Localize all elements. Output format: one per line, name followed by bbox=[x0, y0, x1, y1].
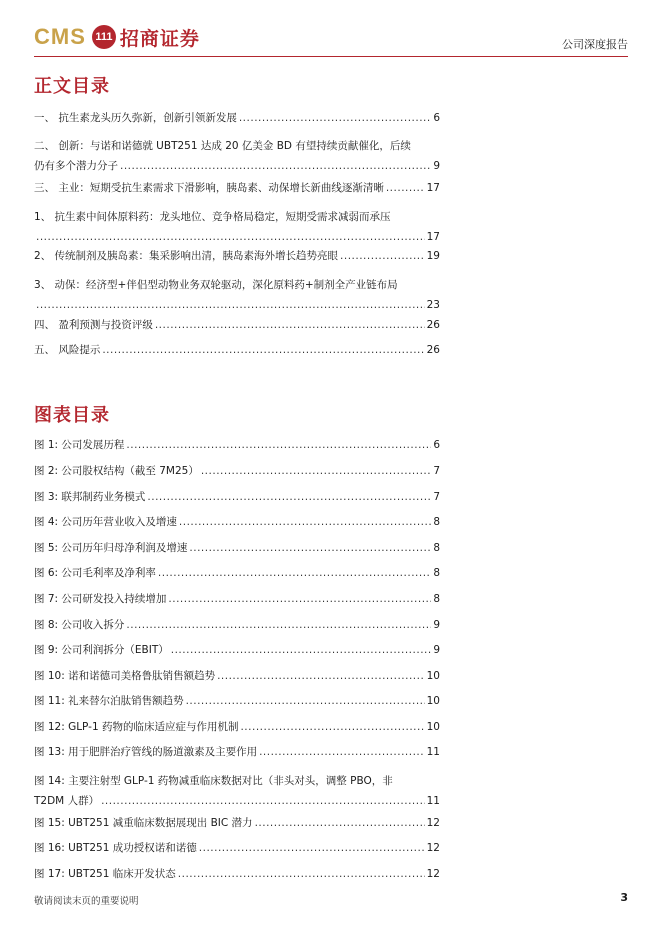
entry-title-line1: 二、 创新：与诺和诺德就 UBT251 达成 20 亿美金 BD 有望持续贡献催化，后续 bbox=[34, 140, 411, 152]
company-logo bbox=[34, 22, 200, 52]
entry-page-number: 10 bbox=[426, 721, 440, 733]
figure-entry[interactable] bbox=[34, 438, 440, 452]
entry-page-number: 17 bbox=[426, 182, 440, 194]
figure-entry[interactable] bbox=[34, 841, 440, 855]
entry-page-number: 11 bbox=[426, 746, 440, 758]
entry-title: 图 1: 公司发展历程 bbox=[34, 439, 125, 451]
toc-entry[interactable] bbox=[34, 318, 440, 332]
entry-title: 图 12: GLP-1 药物的临床适应症与作用机制 bbox=[34, 721, 239, 733]
entry-page-number: 12 bbox=[426, 868, 440, 880]
toc-entry[interactable] bbox=[34, 111, 440, 125]
report-type: 公司深度报告 bbox=[562, 38, 628, 51]
toc-entry[interactable] bbox=[34, 275, 440, 315]
dot-leader bbox=[189, 541, 431, 555]
entry-page-number: 23 bbox=[426, 299, 440, 311]
logo-chinese-text: 招商证券 bbox=[119, 27, 200, 50]
entry-title: 2、 传统制剂及胰岛素：集采影响出清，胰岛素海外增长趋势亮眼 bbox=[34, 250, 339, 262]
entry-title: 五、 风险提示 bbox=[34, 344, 101, 356]
dot-leader bbox=[126, 438, 431, 452]
figure-entry[interactable] bbox=[34, 490, 440, 504]
dot-leader bbox=[259, 745, 425, 759]
dot-leader bbox=[36, 227, 425, 247]
dot-leader bbox=[186, 694, 425, 708]
entry-page-number: 7 bbox=[433, 491, 440, 503]
entry-title: 图 17: UBT251 临床开发状态 bbox=[34, 868, 176, 880]
figure-entry[interactable] bbox=[34, 618, 440, 632]
entry-page-number: 9 bbox=[433, 644, 440, 656]
entry-title: 一、 抗生素龙头历久弥新，创新引领新发展 bbox=[34, 112, 237, 124]
dot-leader bbox=[126, 618, 431, 632]
toc-entry[interactable] bbox=[34, 136, 440, 176]
entry-page-number: 10 bbox=[426, 695, 440, 707]
figure-entry[interactable] bbox=[34, 771, 440, 811]
entry-title: 图 5: 公司历年归母净利润及增速 bbox=[34, 542, 188, 554]
entry-page-number: 8 bbox=[433, 593, 440, 605]
figure-entry[interactable] bbox=[34, 541, 440, 555]
entry-page-number: 11 bbox=[426, 795, 440, 807]
dot-leader bbox=[168, 592, 431, 606]
figure-entry[interactable] bbox=[34, 592, 440, 606]
toc-title: 正文目录 bbox=[34, 76, 110, 97]
entry-title: 三、 主业：短期受抗生素需求下滑影响，胰岛素、动保增长新曲线逐渐清晰 bbox=[34, 182, 384, 194]
entry-page-number: 6 bbox=[433, 439, 440, 451]
dot-leader bbox=[340, 249, 425, 263]
toc-entry[interactable] bbox=[34, 249, 440, 263]
entry-title: 图 15: UBT251 减重临床数据展现出 BIC 潜力 bbox=[34, 817, 253, 829]
entry-title: 图 9: 公司利润拆分（EBIT） bbox=[34, 644, 169, 656]
figure-entry[interactable] bbox=[34, 720, 440, 734]
page-header bbox=[34, 22, 628, 56]
dot-leader bbox=[120, 156, 431, 176]
toc-entry[interactable] bbox=[34, 207, 440, 247]
entry-title: 图 8: 公司收入拆分 bbox=[34, 619, 125, 631]
entry-title: 图 3: 联邦制药业务模式 bbox=[34, 491, 146, 503]
figure-entry[interactable] bbox=[34, 566, 440, 580]
dot-leader bbox=[171, 643, 432, 657]
dot-leader bbox=[158, 566, 431, 580]
figure-entry[interactable] bbox=[34, 464, 440, 478]
dot-leader bbox=[147, 490, 431, 504]
dot-leader bbox=[178, 867, 425, 881]
dot-leader bbox=[199, 841, 425, 855]
dot-leader bbox=[201, 464, 431, 478]
entry-page-number: 7 bbox=[433, 465, 440, 477]
dot-leader bbox=[102, 343, 424, 357]
entry-title: 图 6: 公司毛利率及净利率 bbox=[34, 567, 156, 579]
entry-page-number: 17 bbox=[426, 231, 440, 243]
dot-leader bbox=[36, 295, 425, 315]
entry-page-number: 6 bbox=[433, 112, 440, 124]
dot-leader bbox=[386, 181, 425, 195]
dot-leader bbox=[155, 318, 425, 332]
figure-entry[interactable] bbox=[34, 816, 440, 830]
figure-entry[interactable] bbox=[34, 867, 440, 881]
entry-title-line1: 1、 抗生素中间体原料药：龙头地位、竞争格局稳定，短期受需求减弱而承压 bbox=[34, 211, 391, 223]
toc-entry[interactable] bbox=[34, 343, 440, 357]
entry-page-number: 19 bbox=[426, 250, 440, 262]
entry-title: 图 7: 公司研发投入持续增加 bbox=[34, 593, 167, 605]
entry-page-number: 8 bbox=[433, 542, 440, 554]
entry-page-number: 12 bbox=[426, 817, 440, 829]
dot-leader bbox=[255, 816, 425, 830]
dot-leader bbox=[217, 669, 425, 683]
entry-title-line1: 3、 动保：经济型+伴侣型动物业务双轮驱动，深化原料药+制剂全产业链布局 bbox=[34, 279, 398, 291]
toc-entry[interactable] bbox=[34, 181, 440, 195]
figures-title: 图表目录 bbox=[34, 405, 110, 426]
logo-cms-text: CMS bbox=[34, 24, 86, 49]
entry-page-number: 9 bbox=[433, 160, 440, 172]
entry-title: 图 2: 公司股权结构（截至 7M25） bbox=[34, 465, 199, 477]
logo-badge-icon: 111 bbox=[92, 25, 116, 49]
entry-title: 图 11: 礼来替尔泊肽销售额趋势 bbox=[34, 695, 184, 707]
entry-page-number: 10 bbox=[426, 670, 440, 682]
entry-title: 图 16: UBT251 成功授权诺和诺德 bbox=[34, 842, 197, 854]
figure-entry[interactable] bbox=[34, 745, 440, 759]
entry-page-number: 26 bbox=[426, 319, 440, 331]
entry-title: 仍有多个潜力分子 bbox=[34, 160, 118, 172]
dot-leader bbox=[240, 720, 424, 734]
entry-page-number: 8 bbox=[433, 567, 440, 579]
entry-title: T2DM 人群） bbox=[34, 795, 100, 807]
figure-entry[interactable] bbox=[34, 515, 440, 529]
entry-title: 图 13: 用于肥胖治疗管线的肠道激素及主要作用 bbox=[34, 746, 258, 758]
entry-page-number: 12 bbox=[426, 842, 440, 854]
footer-disclaimer: 敬请阅读末页的重要说明 bbox=[34, 896, 139, 907]
entry-page-number: 8 bbox=[433, 516, 440, 528]
entry-page-number: 9 bbox=[433, 619, 440, 631]
dot-leader bbox=[239, 111, 431, 125]
entry-title: 四、 盈利预测与投资评级 bbox=[34, 319, 153, 331]
entry-title: 图 10: 诺和诺德司美格鲁肽销售额趋势 bbox=[34, 670, 216, 682]
entry-title: 图 4: 公司历年营业收入及增速 bbox=[34, 516, 177, 528]
header-divider bbox=[34, 56, 628, 57]
figure-entry[interactable] bbox=[34, 643, 440, 657]
dot-leader bbox=[101, 791, 425, 811]
figure-entry[interactable] bbox=[34, 669, 440, 683]
entry-title-line1: 图 14: 主要注射型 GLP-1 药物减重临床数据对比（非头对头，调整 PBO，非 bbox=[34, 775, 393, 787]
entry-page-number: 26 bbox=[426, 344, 440, 356]
figure-entry[interactable] bbox=[34, 694, 440, 708]
page-number: 3 bbox=[620, 891, 628, 904]
dot-leader bbox=[179, 515, 431, 529]
